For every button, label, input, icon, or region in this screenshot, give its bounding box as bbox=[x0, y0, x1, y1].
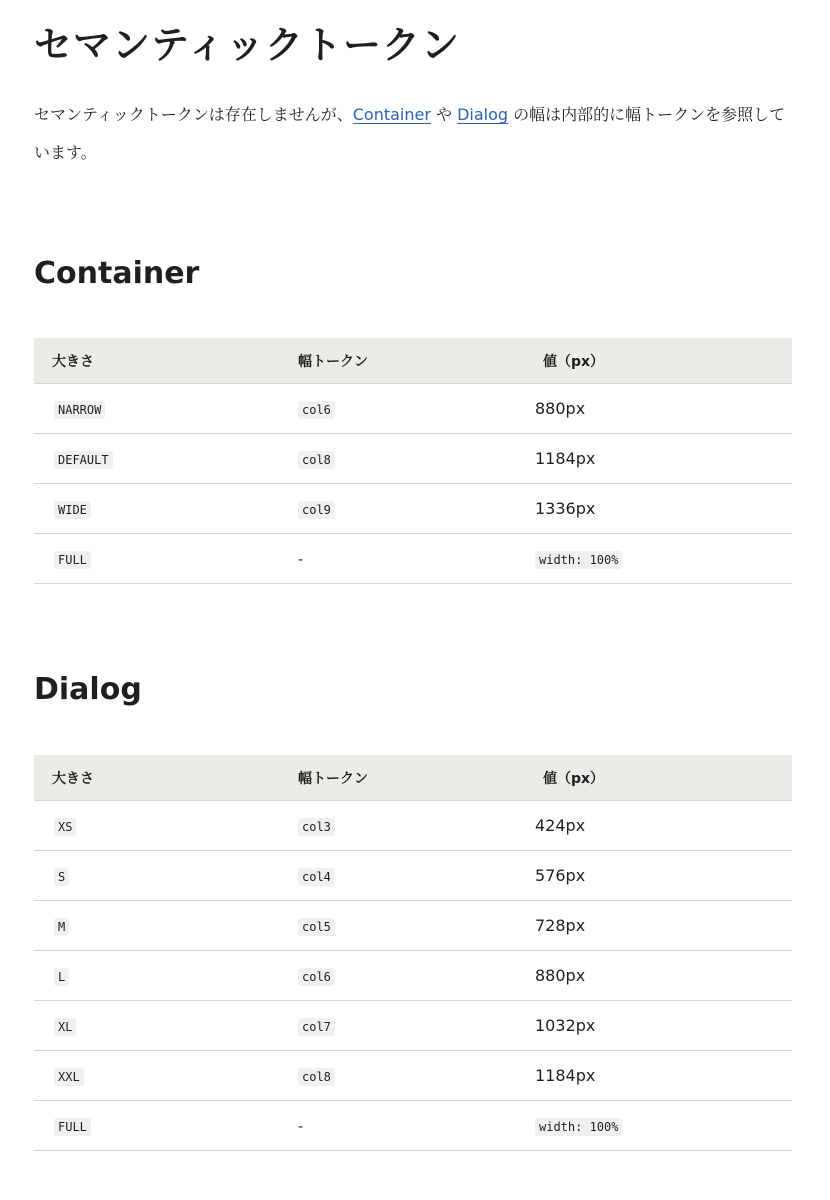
value-text: 1032px bbox=[535, 1016, 596, 1035]
width-token-code: col6 bbox=[298, 401, 335, 419]
table-header-row bbox=[34, 338, 792, 384]
size-cell bbox=[34, 1101, 280, 1151]
width-token-code: col8 bbox=[298, 1068, 335, 1086]
table-row bbox=[34, 1001, 792, 1051]
table-row bbox=[34, 851, 792, 901]
container-token-table bbox=[34, 338, 792, 584]
width-token-code: col6 bbox=[298, 968, 335, 986]
page-title: セマンティックトークン bbox=[34, 23, 460, 67]
width-token-cell bbox=[280, 384, 525, 434]
table-row bbox=[34, 951, 792, 1001]
width-token-empty: - bbox=[298, 552, 304, 568]
dialog-section-title: Dialog bbox=[34, 672, 142, 707]
table-row bbox=[34, 1051, 792, 1101]
intro-text-after: の幅は内部的に幅トークンを参照しています。 bbox=[34, 105, 786, 162]
table-header-row bbox=[34, 755, 792, 801]
value-text: 1184px bbox=[535, 449, 596, 468]
size-code: M bbox=[54, 918, 69, 936]
size-cell bbox=[34, 801, 280, 851]
header-value: 値（px） bbox=[525, 755, 792, 801]
size-code: NARROW bbox=[54, 401, 105, 419]
size-code: L bbox=[54, 968, 69, 986]
size-code: S bbox=[54, 868, 69, 886]
size-cell bbox=[34, 1051, 280, 1101]
size-cell bbox=[34, 901, 280, 951]
size-cell bbox=[34, 951, 280, 1001]
table-row bbox=[34, 484, 792, 534]
value-cell bbox=[525, 434, 792, 484]
table-row bbox=[34, 801, 792, 851]
size-code: FULL bbox=[54, 551, 91, 569]
width-token-cell bbox=[280, 951, 525, 1001]
size-code: WIDE bbox=[54, 501, 91, 519]
dialog-link[interactable]: Dialog bbox=[457, 105, 509, 124]
header-width-token: 幅トークン bbox=[280, 755, 525, 801]
size-cell bbox=[34, 1001, 280, 1051]
width-token-cell bbox=[280, 801, 525, 851]
container-section-title: Container bbox=[34, 256, 200, 291]
size-code: XL bbox=[54, 1018, 76, 1036]
table-row bbox=[34, 534, 792, 584]
width-token-code: col7 bbox=[298, 1018, 335, 1036]
width-token-code: col3 bbox=[298, 818, 335, 836]
width-token-code: col9 bbox=[298, 501, 335, 519]
value-cell bbox=[525, 851, 792, 901]
width-token-cell bbox=[280, 1101, 525, 1151]
header-size: 大きさ bbox=[34, 755, 280, 801]
page-content bbox=[34, 0, 792, 1135]
dialog-token-table bbox=[34, 755, 792, 1151]
intro-text-mid: や bbox=[430, 105, 458, 124]
value-cell bbox=[525, 1001, 792, 1051]
header-value: 値（px） bbox=[525, 338, 792, 384]
size-code: XS bbox=[54, 818, 76, 836]
intro-text-before: セマンティックトークンは存在しませんが、 bbox=[34, 105, 353, 124]
value-cell bbox=[525, 384, 792, 434]
size-cell bbox=[34, 434, 280, 484]
width-token-cell bbox=[280, 434, 525, 484]
width-token-cell bbox=[280, 1051, 525, 1101]
width-token-code: col8 bbox=[298, 451, 335, 469]
table-row bbox=[34, 901, 792, 951]
value-text: 424px bbox=[535, 816, 586, 835]
table-row bbox=[34, 434, 792, 484]
value-text: 728px bbox=[535, 916, 586, 935]
width-token-code: col5 bbox=[298, 918, 335, 936]
value-cell bbox=[525, 1101, 792, 1151]
value-text: 880px bbox=[535, 966, 586, 985]
width-token-cell bbox=[280, 851, 525, 901]
value-cell bbox=[525, 484, 792, 534]
size-cell bbox=[34, 484, 280, 534]
value-cell bbox=[525, 901, 792, 951]
width-token-empty: - bbox=[298, 1119, 304, 1135]
size-code: DEFAULT bbox=[54, 451, 113, 469]
header-width-token: 幅トークン bbox=[280, 338, 525, 384]
table-row bbox=[34, 1101, 792, 1151]
width-token-code: col4 bbox=[298, 868, 335, 886]
value-cell bbox=[525, 801, 792, 851]
width-token-cell bbox=[280, 901, 525, 951]
table-row bbox=[34, 384, 792, 434]
value-text: 880px bbox=[535, 399, 586, 418]
value-cell bbox=[525, 951, 792, 1001]
size-cell bbox=[34, 384, 280, 434]
value-code: width: 100% bbox=[535, 1118, 622, 1136]
header-size: 大きさ bbox=[34, 338, 280, 384]
container-link[interactable]: Container bbox=[352, 105, 431, 124]
width-token-cell bbox=[280, 484, 525, 534]
value-text: 1336px bbox=[535, 499, 596, 518]
value-cell bbox=[525, 1051, 792, 1101]
size-cell bbox=[34, 534, 280, 584]
value-cell bbox=[525, 534, 792, 584]
value-text: 576px bbox=[535, 866, 586, 885]
width-token-cell bbox=[280, 534, 525, 584]
width-token-cell bbox=[280, 1001, 525, 1051]
intro-paragraph bbox=[34, 96, 792, 172]
size-code: FULL bbox=[54, 1118, 91, 1136]
value-code: width: 100% bbox=[535, 551, 622, 569]
size-code: XXL bbox=[54, 1068, 84, 1086]
value-text: 1184px bbox=[535, 1066, 596, 1085]
size-cell bbox=[34, 851, 280, 901]
